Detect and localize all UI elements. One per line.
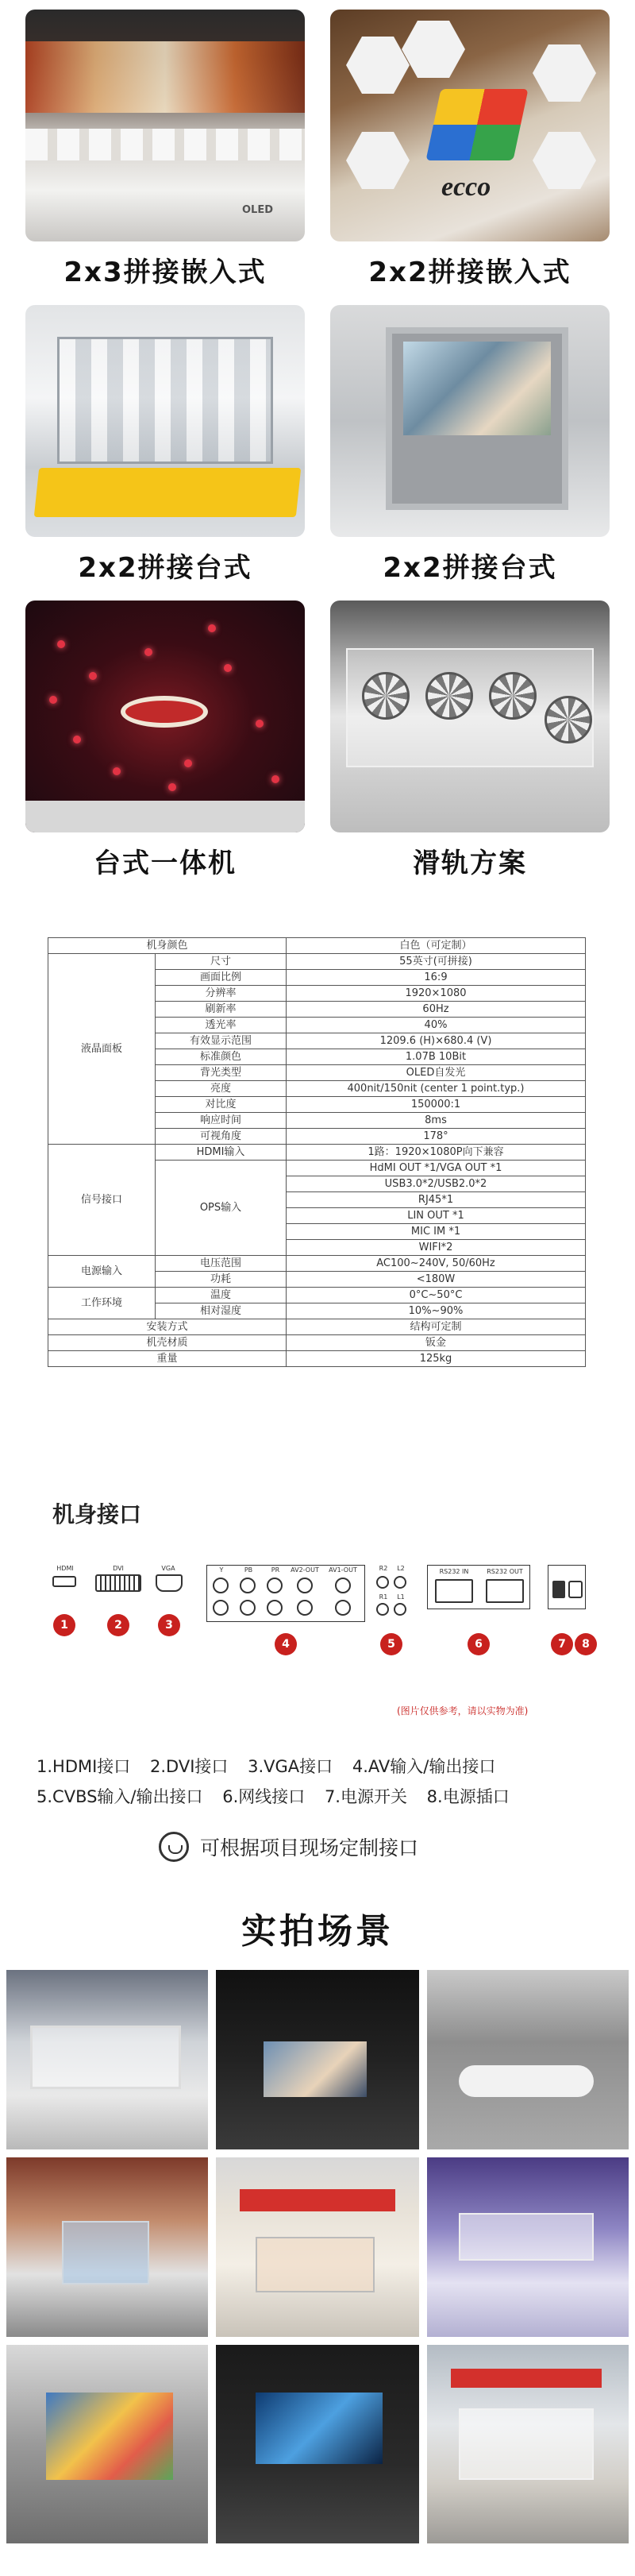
port-label: R2 [379,1565,388,1572]
caption-1: 2x3拼接嵌入式 [64,257,267,288]
scene-photo [6,2345,208,2543]
av-jack-icon [297,1578,313,1593]
spec-value: 60Hz [287,1002,586,1018]
port-number-badge: 6 [468,1633,490,1655]
spec-label: 分辨率 [156,986,287,1002]
spec-value: 55英寸(可拼接) [287,954,586,970]
port-label: AV2-OUT [291,1566,319,1574]
spec-value: AC100~240V, 50/60Hz [287,1256,586,1272]
custom-interface-row [159,1831,418,1863]
port-label: R1 [379,1593,388,1601]
photo-brand-text: OLED [241,204,273,216]
av-jack-icon [335,1600,351,1616]
spec-value: WIFI*2 [287,1240,586,1256]
spec-value: 0°C~50°C [287,1288,586,1303]
dvi-port-icon [95,1574,141,1592]
av-jack-icon [240,1600,256,1616]
caption-3: 2x2拼接台式 [78,552,252,584]
port-label: VGA [161,1565,175,1572]
spec-table [48,937,586,1367]
spec-group-signal: 信号接口 [48,1145,156,1256]
spec-value: 白色（可定制） [287,938,586,954]
scene-photo [216,2157,419,2337]
legend-item: 7.电源开关 [324,1787,407,1806]
port-number-badge: 5 [380,1633,402,1655]
spec-label: 机壳材质 [48,1335,287,1351]
spec-label: 电压范围 [156,1256,287,1272]
port-label: L1 [397,1593,405,1601]
spec-label: 刷新率 [156,1002,287,1018]
photo-slide-rail [330,601,610,832]
legend-item: 4.AV输入/输出接口 [352,1757,496,1776]
spec-value: RJ45*1 [287,1192,586,1208]
spec-value: LIN OUT *1 [287,1208,586,1224]
av-jack-icon [267,1578,283,1593]
port-number-badge: 4 [275,1633,297,1655]
spec-value: 125kg [287,1351,586,1367]
port-number-badge: 7 [551,1633,573,1655]
interface-panel [48,1565,590,1668]
scene-photo [427,1970,629,2149]
port-label: HDMI [56,1565,74,1572]
interface-title: 机身接口 [52,1501,142,1527]
port-label: AV1-OUT [329,1566,357,1574]
spec-group-environment: 工作环境 [48,1288,156,1319]
caption-6: 滑轨方案 [413,848,527,879]
spec-label: 标准颜色 [156,1049,287,1065]
port-number-badge: 3 [158,1614,180,1636]
ports-legend [37,1751,608,1812]
photo-2x2-desktop-yellow [25,305,305,537]
spec-value: 1209.6 (H)×680.4 (V) [287,1033,586,1049]
port-label: PB [244,1566,253,1574]
cvbs-jack-icon [376,1576,389,1589]
av-jack-icon [297,1600,313,1616]
legend-item: 1.HDMI接口 [37,1757,131,1776]
port-label: RS232 OUT [487,1568,523,1575]
av-jack-icon [213,1578,229,1593]
spec-value: 178° [287,1129,586,1145]
port-number-badge: 8 [575,1633,597,1655]
legend-item: 5.CVBS输入/输出接口 [37,1787,203,1806]
av-jack-icon [213,1600,229,1616]
spec-label: 有效显示范围 [156,1033,287,1049]
vga-port-icon [156,1574,183,1592]
smiley-service-icon [159,1832,189,1862]
scene-photo [427,2157,629,2337]
hdmi-port-icon [52,1576,76,1587]
cvbs-jack-icon [394,1603,406,1616]
rj45-port-icon [435,1579,473,1603]
ecco-logo-text: ecco [441,172,491,202]
scene-photo [427,2345,629,2543]
port-label: L2 [397,1565,405,1572]
spec-value: 150000:1 [287,1097,586,1113]
spec-label: 可视角度 [156,1129,287,1145]
spec-label: 响应时间 [156,1113,287,1129]
spec-value: OLED自发光 [287,1065,586,1081]
cvbs-jack-icon [394,1576,406,1589]
scene-photo [6,2157,208,2337]
spec-group-power: 电源输入 [48,1256,156,1288]
product-gallery [0,0,635,898]
av-jack-icon [240,1578,256,1593]
spec-label: 相对湿度 [156,1303,287,1319]
caption-5: 台式一体机 [94,848,237,879]
rj45-port-icon [486,1579,524,1603]
power-switch-icon [552,1581,565,1598]
port-number-badge: 1 [53,1614,75,1636]
port-label: Y [219,1566,224,1574]
photo-2x2-embedded [330,10,610,241]
spec-label: 重量 [48,1351,287,1367]
spec-label: 机身颜色 [48,938,287,954]
legend-item: 6.网线接口 [222,1787,306,1806]
av-jack-icon [267,1600,283,1616]
spec-value: MIC IM *1 [287,1224,586,1240]
legend-item: 8.电源插口 [426,1787,510,1806]
photo-desktop-all-in-one [25,601,305,832]
scene-photo [6,1970,208,2149]
spec-label: 功耗 [156,1272,287,1288]
spec-label: HDMI输入 [156,1145,287,1161]
spec-label: 背光类型 [156,1065,287,1081]
spec-value: 钣金 [287,1335,586,1351]
port-number-badge: 2 [107,1614,129,1636]
spec-value: <180W [287,1272,586,1288]
cvbs-jack-icon [376,1603,389,1616]
spec-label: OPS输入 [156,1161,287,1256]
spec-value: 1.07B 10Bit [287,1049,586,1065]
reference-note: (图片仅供参考，请以实物为准) [397,1705,529,1717]
av-jack-icon [335,1578,351,1593]
spec-value: 8ms [287,1113,586,1129]
spec-value: 10%~90% [287,1303,586,1319]
legend-item: 2.DVI接口 [150,1757,229,1776]
spec-value: USB3.0*2/USB2.0*2 [287,1176,586,1192]
spec-label: 透光率 [156,1018,287,1033]
photo-2x2-desktop-gray [330,305,610,537]
spec-label: 安装方式 [48,1319,287,1335]
power-socket-icon [568,1581,583,1598]
spec-value: 40% [287,1018,586,1033]
spec-value: 400nit/150nit (center 1 point.typ.) [287,1081,586,1097]
photo-2x3-embedded [25,10,305,241]
spec-value: 结构可定制 [287,1319,586,1335]
port-label: RS232 IN [439,1568,469,1575]
caption-2: 2x2拼接嵌入式 [368,257,572,288]
spec-label: 画面比例 [156,970,287,986]
spec-label: 对比度 [156,1097,287,1113]
spec-label: 尺寸 [156,954,287,970]
spec-value: 16:9 [287,970,586,986]
spec-value: 1路：1920×1080P向下兼容 [287,1145,586,1161]
spec-label: 温度 [156,1288,287,1303]
port-label: PR [271,1566,280,1574]
scene-photo [216,2345,419,2543]
caption-4: 2x2拼接台式 [383,552,557,584]
port-label: DVI [113,1565,124,1572]
spec-group-lcd: 液晶面板 [48,954,156,1145]
scene-photo [216,1970,419,2149]
spec-label: 亮度 [156,1081,287,1097]
real-scenes-title: 实拍场景 [241,1911,394,1952]
spec-value: 1920×1080 [287,986,586,1002]
legend-item: 3.VGA接口 [248,1757,333,1776]
custom-interface-text: 可根据项目现场定制接口 [200,1836,419,1860]
spec-value: HdMI OUT *1/VGA OUT *1 [287,1161,586,1176]
